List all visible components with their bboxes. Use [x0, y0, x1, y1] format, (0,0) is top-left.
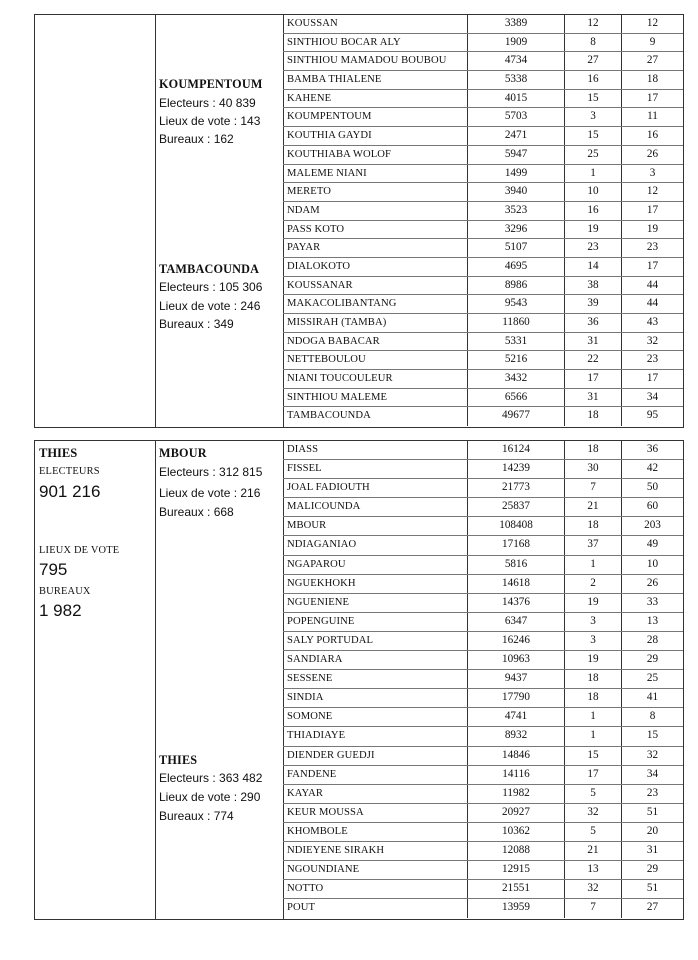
electeurs-count: 14846 [468, 747, 565, 765]
region-electeurs-value: 901 216 [39, 482, 101, 501]
electeurs-count: 14618 [468, 575, 565, 593]
lieux-de-vote-count: 38 [565, 277, 622, 295]
electeurs-count: 4741 [468, 708, 565, 726]
bureaux-count: 51 [646, 805, 659, 818]
lieux-de-vote-count: 10 [565, 183, 622, 201]
table-row [283, 670, 683, 689]
region-column [35, 15, 156, 427]
table-row [283, 52, 683, 71]
commune-name: KOUTHIA GAYDI [283, 127, 468, 145]
table-row [283, 727, 683, 746]
commune-name: TAMBACOUNDA [283, 407, 468, 426]
commune-name: SINDIA [283, 689, 468, 707]
table-row [283, 90, 683, 109]
bureaux-count: 11 [647, 110, 658, 123]
table-row [283, 15, 683, 34]
electeurs-count: 16124 [468, 441, 565, 459]
commune-name: DIENDER GUEDJI [283, 747, 468, 765]
lieux-de-vote-count: 31 [565, 389, 622, 407]
bureaux-count: 44 [646, 297, 659, 310]
commune-name: MISSIRAH (TAMBA) [283, 314, 468, 332]
region-column [35, 441, 156, 919]
table-row [283, 613, 683, 632]
bureaux-count: 49 [646, 538, 659, 551]
electeurs-count: 1499 [468, 165, 565, 183]
bureaux-count: 18 [646, 73, 659, 86]
electeurs-count: 3296 [468, 221, 565, 239]
department-electeurs: Electeurs : 312 815 [159, 465, 263, 479]
bureaux-count: 28 [646, 633, 659, 646]
commune-name: KOUTHIABA WOLOF [283, 146, 468, 164]
bureaux-count: 13 [646, 614, 659, 627]
bureaux-count: 9 [649, 35, 656, 48]
table-row [283, 536, 683, 555]
commune-name: NETTEBOULOU [283, 351, 468, 369]
commune-name: NGUEKHOKH [283, 575, 468, 593]
lieux-de-vote-count: 36 [565, 314, 622, 332]
department-electeurs: Electeurs : 40 839 [159, 96, 256, 110]
bureaux-count: 27 [646, 54, 659, 67]
table-row [283, 594, 683, 613]
commune-name: PAYAR [283, 239, 468, 257]
table-row [283, 479, 683, 498]
commune-name: KHOMBOLE [283, 823, 468, 841]
lieux-de-vote-count: 18 [565, 670, 622, 688]
table-row [283, 498, 683, 517]
lieux-de-vote-count: 15 [565, 90, 622, 108]
electeurs-count: 6347 [468, 613, 565, 631]
commune-name: POUT [283, 899, 468, 918]
bureaux-count: 50 [646, 481, 659, 494]
department-column [155, 441, 284, 919]
table-row [283, 239, 683, 258]
commune-name: SALY PORTUDAL [283, 632, 468, 650]
electeurs-count: 12915 [468, 861, 565, 879]
commune-name: SESSENE [283, 670, 468, 688]
lieux-de-vote-count: 37 [565, 536, 622, 554]
commune-name: THIADIAYE [283, 727, 468, 745]
department-name: MBOUR [159, 446, 207, 460]
table-row [283, 747, 683, 766]
bureaux-count: 29 [646, 863, 659, 876]
electeurs-count: 25837 [468, 498, 565, 516]
lieux-de-vote-count: 18 [565, 689, 622, 707]
lieux-de-vote-count: 16 [565, 202, 622, 220]
lieux-de-vote-count: 31 [565, 333, 622, 351]
electeurs-count: 8986 [468, 277, 565, 295]
lieux-de-vote-count: 18 [565, 517, 622, 535]
commune-name: SANDIARA [283, 651, 468, 669]
commune-name: KOUSSANAR [283, 277, 468, 295]
commune-name: KOUSSAN [283, 15, 468, 33]
lieux-de-vote-count: 30 [565, 460, 622, 478]
electeurs-count: 4695 [468, 258, 565, 276]
lieux-de-vote-count: 7 [565, 899, 622, 918]
electeurs-count: 20927 [468, 804, 565, 822]
lieux-de-vote-count: 22 [565, 351, 622, 369]
lieux-de-vote-count: 23 [565, 239, 622, 257]
lieux-de-vote-count: 1 [565, 165, 622, 183]
commune-name: POPENGUINE [283, 613, 468, 631]
commune-name: DIASS [283, 441, 468, 459]
table-row [283, 202, 683, 221]
bureaux-count: 31 [646, 843, 659, 856]
commune-name: NDOGA BABACAR [283, 333, 468, 351]
bureaux-count: 15 [646, 729, 659, 742]
lieux-de-vote-count: 18 [565, 441, 622, 459]
electeurs-count: 3432 [468, 370, 565, 388]
table-row [283, 333, 683, 352]
electeurs-count: 6566 [468, 389, 565, 407]
electeurs-count: 17168 [468, 536, 565, 554]
commune-name: SINTHIOU MALEME [283, 389, 468, 407]
region-bureaux-value: 1 982 [39, 601, 82, 620]
table-row [283, 823, 683, 842]
lieux-de-vote-count: 1 [565, 708, 622, 726]
electeurs-count: 16246 [468, 632, 565, 650]
table-row [283, 370, 683, 389]
table-row [283, 517, 683, 536]
lieux-de-vote-count: 21 [565, 842, 622, 860]
electeurs-count: 9437 [468, 670, 565, 688]
lieux-de-vote-count: 39 [565, 295, 622, 313]
commune-table [283, 15, 683, 426]
lieux-de-vote-count: 19 [565, 651, 622, 669]
bureaux-count: 32 [646, 748, 659, 761]
table-row [283, 556, 683, 575]
table-row [283, 689, 683, 708]
lieux-de-vote-count: 3 [565, 108, 622, 126]
electeurs-count: 21773 [468, 479, 565, 497]
department-lieux-de-vote: Lieux de vote : 290 [159, 790, 261, 804]
bureaux-count: 10 [646, 557, 659, 570]
bureaux-count: 26 [646, 147, 659, 160]
department-bureaux: Bureaux : 162 [159, 132, 234, 146]
bureaux-count: 44 [646, 278, 659, 291]
lieux-de-vote-count: 21 [565, 498, 622, 516]
lieux-de-vote-count: 32 [565, 804, 622, 822]
electeurs-count: 14239 [468, 460, 565, 478]
commune-name: NDAM [283, 202, 468, 220]
commune-name: KOUMPENTOUM [283, 108, 468, 126]
department-bureaux: Bureaux : 774 [159, 809, 234, 823]
table-block-thies [34, 440, 684, 920]
commune-name: FISSEL [283, 460, 468, 478]
table-row [283, 575, 683, 594]
commune-name: MALEME NIANI [283, 165, 468, 183]
table-row [283, 899, 683, 918]
department-lieux-de-vote: Lieux de vote : 246 [159, 299, 261, 313]
commune-name: DIALOKOTO [283, 258, 468, 276]
lieux-de-vote-count: 5 [565, 823, 622, 841]
electeurs-count: 8932 [468, 727, 565, 745]
department-electeurs: Electeurs : 105 306 [159, 280, 263, 294]
commune-name: BAMBA THIALENE [283, 71, 468, 89]
table-row [283, 71, 683, 90]
electeurs-count: 3389 [468, 15, 565, 33]
bureaux-count: 43 [646, 316, 659, 328]
lieux-de-vote-count: 7 [565, 479, 622, 497]
electeurs-count: 4015 [468, 90, 565, 108]
commune-name: MALICOUNDA [283, 498, 468, 516]
bureaux-count: 16 [646, 129, 659, 142]
lieux-de-vote-count: 25 [565, 146, 622, 164]
table-row [283, 632, 683, 651]
lieux-de-vote-count: 18 [565, 407, 622, 426]
commune-name: NDIEYENE SIRAKH [283, 842, 468, 860]
commune-name: NDIAGANIAO [283, 536, 468, 554]
commune-name: KEUR MOUSSA [283, 804, 468, 822]
table-row [283, 651, 683, 670]
electeurs-count: 12088 [468, 842, 565, 860]
lieux-de-vote-count: 32 [565, 880, 622, 898]
department-name: TAMBACOUNDA [159, 262, 260, 276]
department-bureaux: Bureaux : 349 [159, 317, 234, 331]
bureaux-count: 51 [646, 882, 659, 895]
lieux-de-vote-count: 8 [565, 34, 622, 52]
table-row [283, 880, 683, 899]
commune-name: PASS KOTO [283, 221, 468, 239]
table-row [283, 861, 683, 880]
bureaux-count: 203 [644, 519, 661, 532]
commune-name: MAKACOLIBANTANG [283, 295, 468, 313]
commune-name: SINTHIOU MAMADOU BOUBOU [283, 52, 468, 70]
table-row [283, 165, 683, 184]
bureaux-count: 23 [646, 241, 659, 254]
electeurs-count: 14116 [468, 766, 565, 784]
electeurs-count: 5703 [468, 108, 565, 126]
bureaux-count: 41 [646, 691, 659, 704]
lieux-de-vote-count: 1 [565, 556, 622, 574]
region-electeurs-label: ELECTEURS [39, 466, 100, 477]
bureaux-count: 20 [646, 824, 659, 837]
lieux-de-vote-count: 13 [565, 861, 622, 879]
table-block-tambacounda [34, 14, 684, 428]
bureaux-count: 17 [646, 259, 659, 272]
lieux-de-vote-count: 17 [565, 370, 622, 388]
region-name: THIES [39, 446, 78, 460]
table-row [283, 441, 683, 460]
lieux-de-vote-count: 16 [565, 71, 622, 89]
electeurs-count: 3523 [468, 202, 565, 220]
bureaux-count: 8 [649, 710, 656, 723]
bureaux-count: 17 [646, 91, 659, 104]
commune-name: FANDENE [283, 766, 468, 784]
table-row [283, 804, 683, 823]
table-row [283, 314, 683, 333]
commune-name: NGAPAROU [283, 556, 468, 574]
lieux-de-vote-count: 5 [565, 785, 622, 803]
lieux-de-vote-count: 15 [565, 127, 622, 145]
bureaux-count: 25 [646, 672, 659, 685]
bureaux-count: 27 [646, 901, 659, 914]
electeurs-count: 108408 [468, 517, 565, 535]
electeurs-count: 3940 [468, 183, 565, 201]
bureaux-count: 23 [646, 353, 659, 366]
commune-name: SOMONE [283, 708, 468, 726]
table-row [283, 708, 683, 727]
commune-name: NOTTO [283, 880, 468, 898]
electeurs-count: 49677 [468, 407, 565, 426]
electeurs-count: 21551 [468, 880, 565, 898]
electeurs-count: 14376 [468, 594, 565, 612]
lieux-de-vote-count: 19 [565, 221, 622, 239]
lieux-de-vote-count: 19 [565, 594, 622, 612]
department-name: THIES [159, 753, 198, 767]
bureaux-count: 3 [649, 166, 656, 179]
region-lieux-value: 795 [39, 560, 68, 579]
commune-name: SINTHIOU BOCAR ALY [283, 34, 468, 52]
table-row [283, 183, 683, 202]
department-lieux-de-vote: Lieux de vote : 143 [159, 114, 261, 128]
table-row [283, 766, 683, 785]
commune-name: KAYAR [283, 785, 468, 803]
electeurs-count: 11860 [468, 314, 565, 332]
commune-name: MBOUR [283, 517, 468, 535]
commune-name: MERETO [283, 183, 468, 201]
bureaux-count: 34 [646, 390, 659, 403]
electeurs-count: 9543 [468, 295, 565, 313]
commune-name: NIANI TOUCOULEUR [283, 370, 468, 388]
lieux-de-vote-count: 27 [565, 52, 622, 70]
electeurs-count: 5947 [468, 146, 565, 164]
electeurs-count: 5107 [468, 239, 565, 257]
commune-name: JOAL FADIOUTH [283, 479, 468, 497]
table-row [283, 146, 683, 165]
region-bureaux-label: BUREAUX [39, 586, 91, 597]
department-lieux-de-vote: Lieux de vote : 216 [159, 486, 261, 500]
bureaux-count: 19 [646, 222, 659, 235]
lieux-de-vote-count: 3 [565, 632, 622, 650]
electeurs-count: 1909 [468, 34, 565, 52]
bureaux-count: 29 [646, 653, 659, 666]
table-row [283, 258, 683, 277]
bureaux-count: 26 [646, 576, 659, 589]
lieux-de-vote-count: 17 [565, 766, 622, 784]
table-row [283, 351, 683, 370]
bureaux-count: 36 [646, 443, 659, 455]
department-electeurs: Electeurs : 363 482 [159, 771, 263, 785]
electeurs-count: 5216 [468, 351, 565, 369]
bureaux-count: 95 [646, 409, 659, 422]
electeurs-count: 2471 [468, 127, 565, 145]
electeurs-count: 4734 [468, 52, 565, 70]
bureaux-count: 34 [646, 767, 659, 780]
commune-name: NGOUNDIANE [283, 861, 468, 879]
table-row [283, 34, 683, 53]
electeurs-count: 5331 [468, 333, 565, 351]
bureaux-count: 60 [646, 500, 659, 513]
table-row [283, 389, 683, 408]
lieux-de-vote-count: 12 [565, 15, 622, 33]
bureaux-count: 17 [646, 203, 659, 216]
bureaux-count: 17 [646, 372, 659, 385]
lieux-de-vote-count: 1 [565, 727, 622, 745]
table-row [283, 785, 683, 804]
electeurs-count: 10362 [468, 823, 565, 841]
electeurs-count: 17790 [468, 689, 565, 707]
lieux-de-vote-count: 3 [565, 613, 622, 631]
table-row [283, 108, 683, 127]
table-row [283, 295, 683, 314]
bureaux-count: 32 [646, 334, 659, 347]
commune-name: KAHENE [283, 90, 468, 108]
table-row [283, 221, 683, 240]
lieux-de-vote-count: 15 [565, 747, 622, 765]
table-row [283, 407, 683, 426]
department-name: KOUMPENTOUM [159, 77, 263, 91]
bureaux-count: 23 [646, 786, 659, 799]
commune-table [283, 441, 683, 918]
bureaux-count: 12 [646, 17, 659, 29]
electeurs-count: 10963 [468, 651, 565, 669]
electeurs-count: 5816 [468, 556, 565, 574]
department-column [155, 15, 284, 427]
commune-name: NGUENIENE [283, 594, 468, 612]
bureaux-count: 33 [646, 595, 659, 608]
table-row [283, 842, 683, 861]
lieux-de-vote-count: 14 [565, 258, 622, 276]
lieux-de-vote-count: 2 [565, 575, 622, 593]
electeurs-count: 11982 [468, 785, 565, 803]
table-row [283, 127, 683, 146]
table-row [283, 460, 683, 479]
department-bureaux: Bureaux : 668 [159, 505, 234, 519]
electeurs-count: 13959 [468, 899, 565, 918]
region-lieux-label: LIEUX DE VOTE [39, 545, 120, 556]
bureaux-count: 12 [646, 185, 659, 198]
electeurs-count: 5338 [468, 71, 565, 89]
bureaux-count: 42 [646, 462, 659, 475]
table-row [283, 277, 683, 296]
